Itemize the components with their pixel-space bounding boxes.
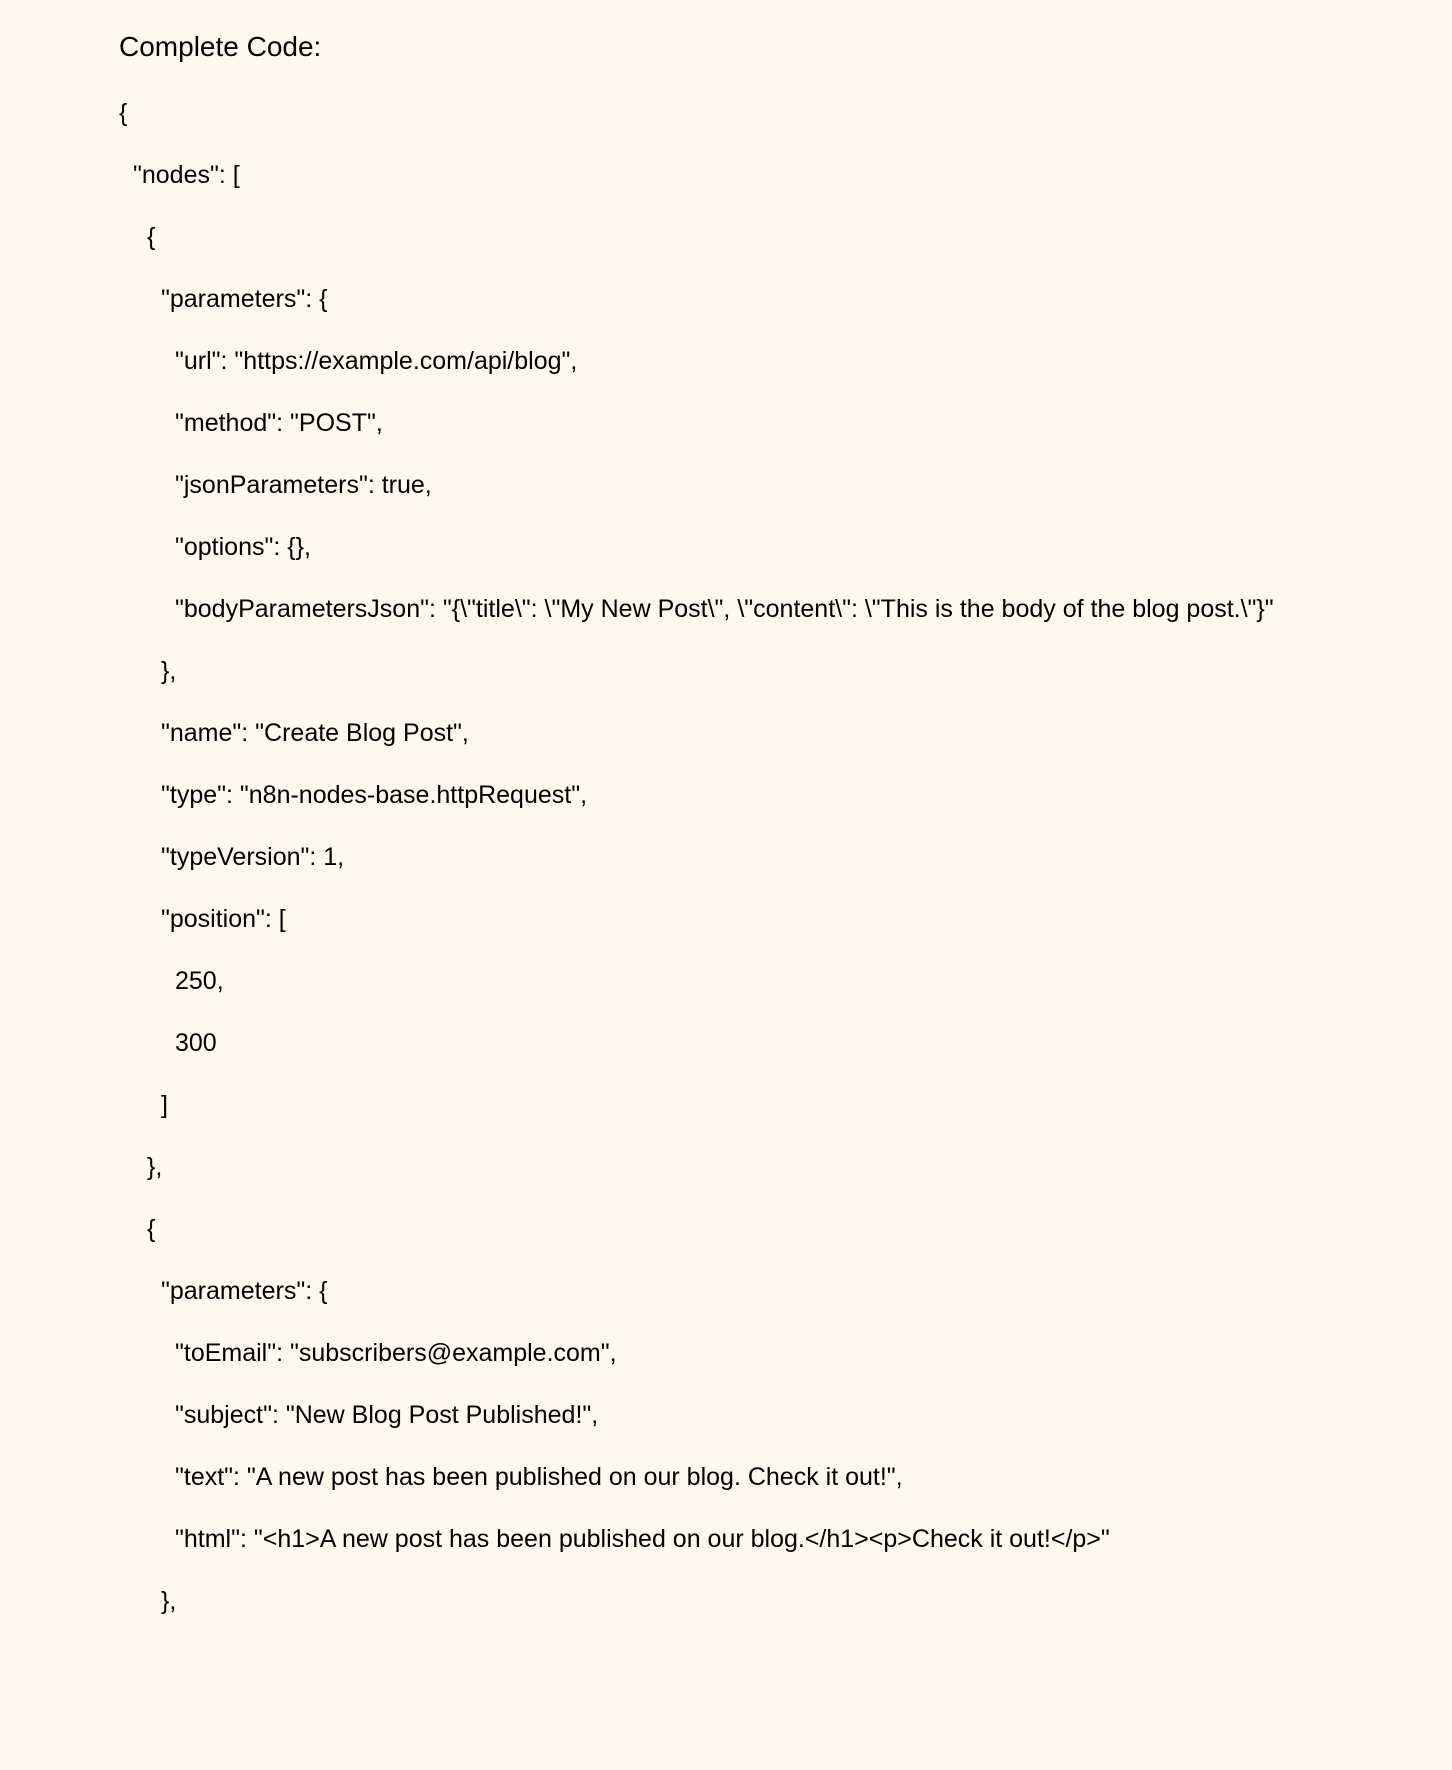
code-line: "options": {},	[175, 533, 311, 561]
code-line: "html": "<h1>A new post has been published on our blog.</h1><p>Check it out!</p>"	[175, 1525, 1110, 1553]
code-line: "subject": "New Blog Post Published!",	[175, 1401, 599, 1429]
code-line: 250,	[175, 967, 224, 995]
code-line: "parameters": {	[161, 1277, 328, 1305]
document-heading: Complete Code:	[119, 31, 322, 62]
code-listing	[119, 93, 1274, 1643]
code-line: "method": "POST",	[175, 409, 383, 437]
code-line: },	[147, 1153, 163, 1181]
code-line: "url": "https://example.com/api/blog",	[175, 347, 578, 375]
code-line: "text": "A new post has been published on our blog. Check it out!",	[175, 1463, 903, 1491]
code-line: "type": "n8n-nodes-base.httpRequest",	[161, 781, 588, 809]
code-line: "nodes": [	[133, 161, 240, 189]
code-line: },	[161, 1587, 177, 1615]
code-line: "position": [	[161, 905, 286, 933]
code-line: },	[161, 657, 177, 685]
code-line: "toEmail": "subscribers@example.com",	[175, 1339, 617, 1367]
code-line: "bodyParametersJson": "{\"title\": \"My New Post\", \"content\": \"This is the body of the blog post.\"}"	[175, 595, 1274, 623]
code-line: "name": "Create Blog Post",	[161, 719, 469, 747]
code-line: {	[147, 223, 156, 251]
code-line: "jsonParameters": true,	[175, 471, 432, 499]
code-line: 300	[175, 1029, 217, 1057]
code-line: {	[147, 1215, 156, 1243]
code-line: "typeVersion": 1,	[161, 843, 345, 871]
code-line: {	[119, 99, 128, 127]
code-line: "parameters": {	[161, 285, 328, 313]
code-line: ]	[161, 1091, 168, 1119]
